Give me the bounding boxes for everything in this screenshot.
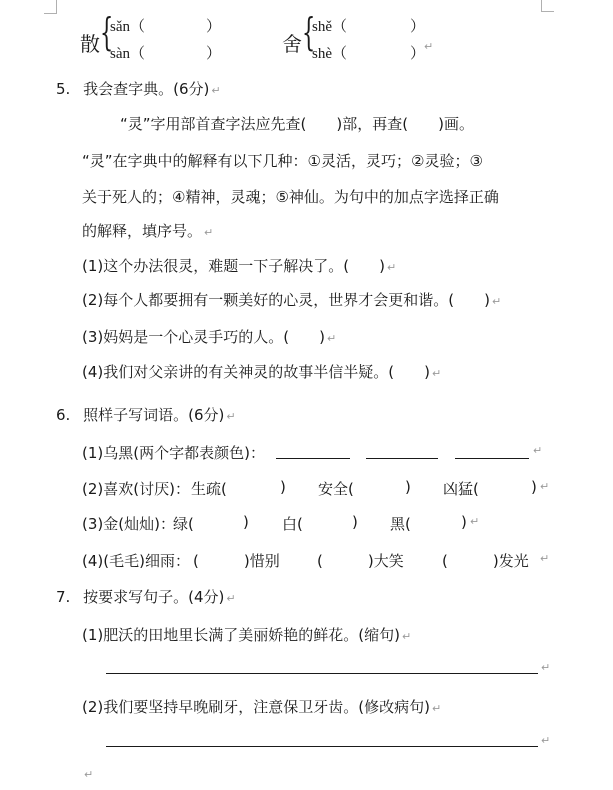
paragraph-mark: ↵	[431, 367, 442, 380]
q6-row-1	[82, 442, 265, 463]
close-paren: ）	[206, 19, 222, 35]
q5-meaning-line-3	[82, 220, 213, 241]
q6-r3-item-2: 白(	[282, 515, 303, 533]
paragraph-mark: ↵	[386, 261, 397, 274]
paragraph-mark: ↵	[541, 734, 551, 747]
q6-number: 6.	[56, 406, 71, 424]
paragraph-mark: ↵	[424, 40, 434, 53]
q6-row-label: (3)金(灿灿)：	[82, 515, 175, 533]
q5-sentence-4	[82, 361, 441, 382]
q5-sentence-2	[82, 289, 501, 310]
crop-mark-left-v	[56, 0, 57, 14]
close-paren: ）	[410, 46, 426, 62]
paragraph-mark: ↵	[204, 226, 214, 239]
close-paren: )	[405, 478, 411, 496]
q6-title: 照样子写词语。(6分)	[83, 406, 225, 424]
q6-row-label: (2)喜欢(讨厌)：	[82, 480, 190, 498]
q7-title: 按要求写句子。(4分)	[83, 588, 225, 606]
brace: {	[100, 10, 114, 54]
paragraph-mark: ↵	[226, 592, 236, 605]
pinyin-bottom: shè（	[312, 46, 347, 62]
paragraph-mark: ↵	[540, 552, 550, 565]
crop-mark-right-h	[541, 11, 554, 12]
close-paren: )	[352, 513, 358, 531]
q6-r3-item-3: 黑(	[390, 515, 411, 533]
q6-heading	[56, 404, 236, 425]
paragraph-mark: ↵	[533, 444, 543, 457]
close-paren: )	[531, 478, 537, 496]
close-paren: ）	[410, 19, 426, 35]
q5-title: 我会查字典。(6分)	[83, 80, 210, 98]
q5-meaning-text: 的解释，填序号。	[82, 222, 203, 240]
q6-r4-item-1: ( )惜别	[193, 552, 280, 570]
close-paren: )	[243, 513, 249, 531]
q6-row-2	[82, 478, 190, 499]
answer-blank[interactable]	[455, 457, 529, 459]
answer-blank[interactable]	[366, 457, 438, 459]
q6-row-4	[82, 550, 190, 571]
q6-r3-item-1: 绿(	[173, 515, 194, 533]
paragraph-mark: ↵	[541, 661, 551, 674]
polyphone-char: 散	[80, 32, 100, 56]
close-paren: ）	[206, 46, 222, 62]
q5-sentence-text: (2)每个人都要拥有一颗美好的心灵，世界才会更和谐。( )	[82, 291, 490, 309]
q5-sentence-text: (3)妈妈是一个心灵手巧的人。( )	[82, 328, 325, 346]
q5-intro: “灵”字用部首查字法应先查( )部，再查( )画。	[120, 115, 474, 133]
pinyin-top: shě（	[312, 19, 347, 35]
q5-meaning-line-1: “灵”在字典中的解释有以下几种：①灵活，灵巧；②灵验；③	[82, 152, 483, 170]
q6-row-label: (4)(毛毛)细雨：	[82, 552, 190, 570]
q5-number: 5.	[56, 80, 71, 98]
q7-heading	[56, 586, 236, 607]
close-paren: )	[461, 513, 467, 531]
q5-sentence-text: (4)我们对父亲讲的有关神灵的故事半信半疑。( )	[82, 363, 430, 381]
paragraph-mark: ↵	[540, 480, 550, 493]
q6-r4-item-3: ( )发光	[442, 552, 529, 570]
q5-sentence-3	[82, 326, 336, 347]
paragraph-mark: ↵	[84, 768, 94, 781]
q5-sentence-1	[82, 255, 396, 276]
q7-number: 7.	[56, 588, 71, 606]
polyphone-char: 舍	[282, 32, 302, 56]
close-paren: )	[280, 478, 286, 496]
q7-sentence-1	[82, 624, 411, 645]
paragraph-mark: ↵	[226, 410, 236, 423]
q5-meaning-line-2: 关于死人的；④精神，灵魂；⑤神仙。为句中的加点字选择正确	[82, 188, 499, 206]
q7-sentence-text: (1)肥沃的田地里长满了美丽娇艳的鲜花。(缩句)	[82, 626, 400, 644]
paragraph-mark: ↵	[326, 332, 337, 345]
answer-line[interactable]	[106, 672, 538, 674]
brace: {	[302, 10, 316, 54]
q6-row-3	[82, 513, 175, 534]
answer-line[interactable]	[106, 745, 538, 747]
q6-r4-item-2: ( )大笑	[317, 552, 404, 570]
q6-r2-item-1: 生疏(	[191, 480, 227, 498]
pinyin-top: sǎn（	[110, 19, 145, 35]
q6-r2-item-2: 安全(	[318, 480, 354, 498]
q5-heading	[56, 78, 221, 99]
paragraph-mark: ↵	[401, 630, 412, 643]
q7-sentence-2	[82, 696, 441, 717]
q5-sentence-text: (1)这个办法很灵，难题一下子解决了。( )	[82, 257, 385, 275]
paragraph-mark: ↵	[211, 84, 221, 97]
pinyin-bottom: sàn（	[110, 46, 145, 62]
q6-row-label: (1)乌黑(两个字都表颜色)：	[82, 444, 265, 462]
paragraph-mark: ↵	[491, 295, 502, 308]
q6-r2-item-3: 凶猛(	[443, 480, 479, 498]
paragraph-mark: ↵	[470, 515, 480, 528]
q7-sentence-text: (2)我们要坚持早晚刷牙，注意保卫牙齿。(修改病句)	[82, 698, 430, 716]
answer-blank[interactable]	[276, 457, 350, 459]
paragraph-mark: ↵	[431, 702, 442, 715]
crop-mark-left-h	[44, 13, 57, 14]
